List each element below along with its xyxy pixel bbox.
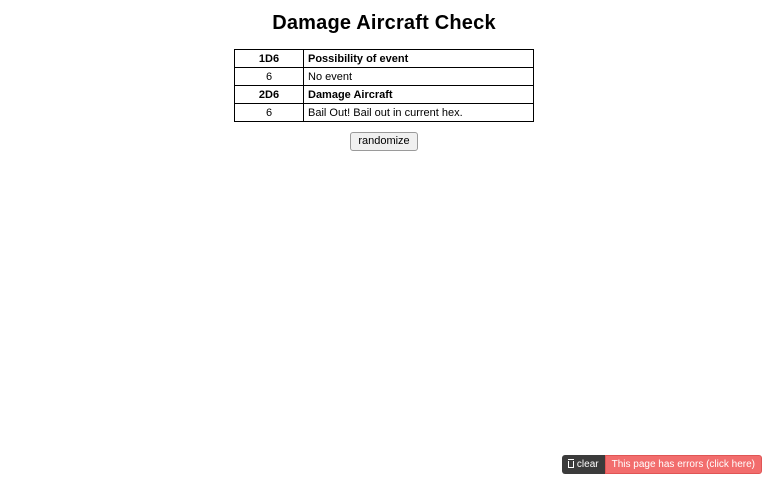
- clear-console-button[interactable]: [562, 455, 605, 474]
- table-cell-die: 1D6: [235, 50, 304, 68]
- table-cell-desc: Damage Aircraft: [304, 86, 534, 104]
- roll-table-body: [235, 50, 534, 122]
- table-row: [235, 86, 534, 104]
- table-cell-die: 6: [235, 104, 304, 122]
- table-cell-desc: Bail Out! Bail out in current hex.: [304, 104, 534, 122]
- table-row: [235, 104, 534, 122]
- page-errors-button[interactable]: This page has errors (click here): [605, 455, 762, 474]
- table-cell-desc: Possibility of event: [304, 50, 534, 68]
- table-row: [235, 50, 534, 68]
- table-cell-die: 6: [235, 68, 304, 86]
- roll-table-container: [234, 49, 534, 122]
- trash-icon: [568, 461, 574, 468]
- randomize-button[interactable]: randomize: [350, 132, 417, 151]
- page-title: Damage Aircraft Check: [272, 12, 496, 34]
- randomize-button-container: [0, 131, 768, 151]
- table-cell-die: 2D6: [235, 86, 304, 104]
- roll-table: [234, 49, 534, 122]
- table-cell-desc: No event: [304, 68, 534, 86]
- clear-console-label: clear: [576, 459, 599, 470]
- table-row: [235, 68, 534, 86]
- error-console-bar: [562, 455, 762, 474]
